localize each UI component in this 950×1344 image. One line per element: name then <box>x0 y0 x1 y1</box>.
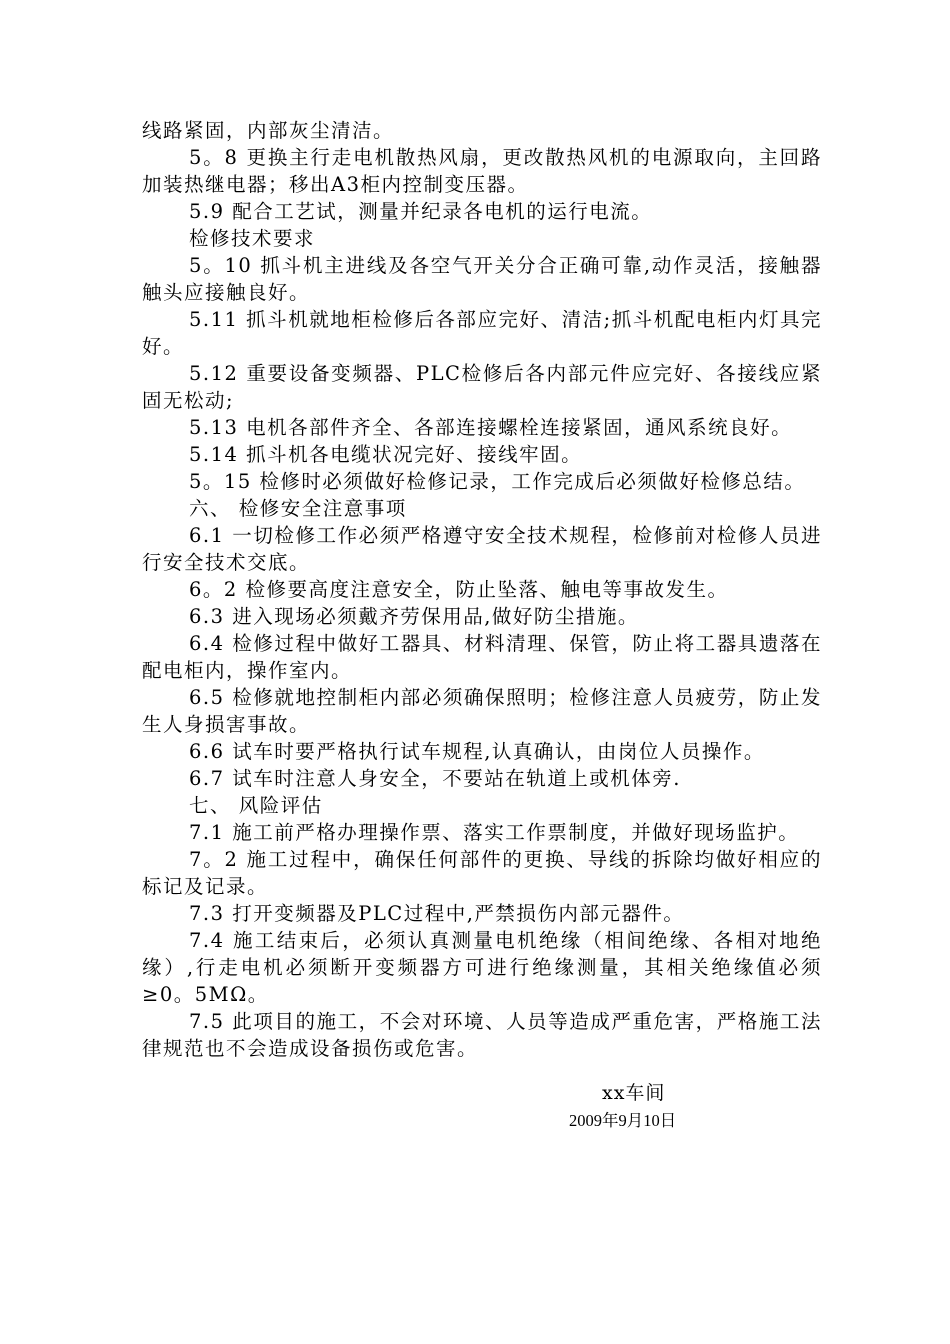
paragraph: 5.14 抓斗机各电缆状况完好、接线牢固。 <box>189 443 583 466</box>
paragraph: 5。10 抓斗机主进线及各空气开关分合正确可靠,动作灵活，接触器触头应接触良好。 <box>142 254 822 304</box>
paragraph: 6。2 检修要高度注意安全，防止坠落、触电等事故发生。 <box>189 578 729 601</box>
paragraph: 5.11 抓斗机就地柜检修后各部应完好、清洁;抓斗机配电柜内灯具完好。 <box>142 308 822 358</box>
paragraph: 6.5 检修就地控制柜内部必须确保照明；检修注意人员疲劳，防止发生人身损害事故。 <box>142 686 822 736</box>
section-heading: 七、 风险评估 <box>189 794 323 817</box>
paragraph: 6.1 一切检修工作必须严格遵守安全技术规程，检修前对检修人员进行安全技术交底。 <box>142 524 822 574</box>
paragraph: 7.4 施工结束后，必须认真测量电机绝缘（相间绝缘、各相对地绝缘）,行走电机必须断开变频器方可进行绝缘测量，其相关绝缘值必须≥0。5MΩ。 <box>142 929 822 1006</box>
paragraph: 5.9 配合工艺试，测量并纪录各电机的运行电流。 <box>189 200 653 223</box>
paragraph: 5.13 电机各部件齐全、各部连接螺栓连接紧固，通风系统良好。 <box>189 416 793 439</box>
paragraph: 7.5 此项目的施工，不会对环境、人员等造成严重危害，严格施工法律规范也不会造成设备损伤或危害。 <box>142 1010 822 1060</box>
paragraph: 5.12 重要设备变频器、PLC检修后各内部元件应完好、各接线应紧固无松动; <box>142 362 822 412</box>
paragraph: 7。2 施工过程中，确保任何部件的更换、导线的拆除均做好相应的标记及记录。 <box>142 848 822 898</box>
paragraph: 线路紧固，内部灰尘清洁。 <box>142 119 395 142</box>
paragraph: 6.3 进入现场必须戴齐劳保用品,做好防尘措施。 <box>189 605 639 628</box>
signature-date: 2009年9月10日 <box>569 1111 677 1130</box>
signature-department: xx车间 <box>602 1082 666 1104</box>
paragraph: 6.4 检修过程中做好工器具、材料清理、保管，防止将工器具遗落在配电柜内，操作室内。 <box>142 632 822 682</box>
section-heading: 检修技术要求 <box>189 227 316 250</box>
paragraph: 5。8 更换主行走电机散热风扇，更改散热风机的电源取向，主回路加装热继电器；移出A3柜内控制变压器。 <box>142 146 822 196</box>
document-body <box>142 117 822 1062</box>
paragraph: 5。15 检修时必须做好检修记录，工作完成后必须做好检修总结。 <box>189 470 806 493</box>
paragraph: 7.3 打开变频器及PLC过程中,严禁损伤内部元器件。 <box>189 902 685 925</box>
paragraph: 6.7 试车时注意人身安全，不要站在轨道上或机体旁. <box>189 767 681 790</box>
section-heading: 六、 检修安全注意事项 <box>189 497 407 520</box>
paragraph: 7.1 施工前严格办理操作票、落实工作票制度，并做好现场监护。 <box>189 821 800 844</box>
paragraph: 6.6 试车时要严格执行试车规程,认真确认，由岗位人员操作。 <box>189 740 765 763</box>
